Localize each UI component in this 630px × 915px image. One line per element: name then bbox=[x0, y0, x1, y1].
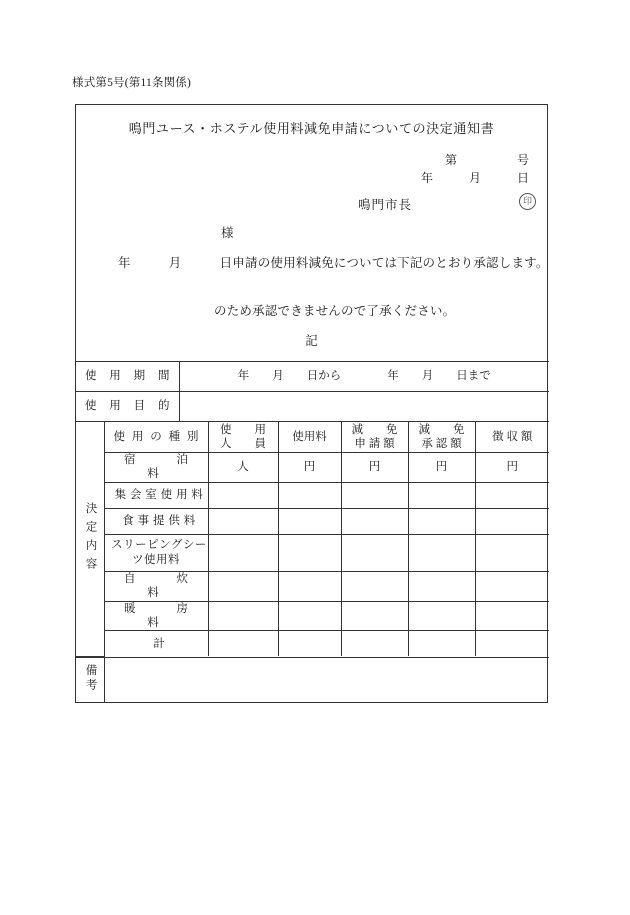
cell-reduction-approved[interactable] bbox=[408, 534, 475, 571]
remarks-value[interactable] bbox=[104, 657, 549, 702]
cell-collected[interactable] bbox=[475, 571, 549, 601]
unit-persons[interactable]: 人 bbox=[208, 453, 278, 483]
unit-reduction-approved[interactable]: 円 bbox=[408, 453, 475, 483]
usage-purpose-value[interactable] bbox=[179, 392, 549, 422]
row-label-sleeping-sheet-text: スリーピングシーツ使用料 bbox=[111, 538, 207, 566]
table-row bbox=[76, 392, 549, 422]
cell-reduction-request[interactable] bbox=[341, 601, 408, 631]
row-label-self-cooking bbox=[104, 571, 229, 601]
column-header-reduction-request-line2: 申 請 額 bbox=[354, 438, 395, 450]
document-header-area bbox=[76, 105, 547, 361]
document-number-field: 第 号 bbox=[444, 153, 529, 167]
column-header-persons-line2: 人 員 bbox=[220, 438, 266, 450]
table-row bbox=[76, 362, 549, 392]
cell-total-reduction-approved[interactable] bbox=[408, 631, 475, 657]
row-label-sleeping-sheet bbox=[104, 534, 208, 571]
usage-purpose-label bbox=[76, 392, 179, 422]
row-label-meal-service bbox=[104, 508, 208, 534]
cell-persons[interactable] bbox=[208, 534, 278, 571]
approval-sentence: 年 月 日申請の使用料減免については下記のとおり承認します。 bbox=[118, 256, 549, 270]
column-header-persons-line1: 使 用 bbox=[220, 423, 266, 436]
unit-reduction-request[interactable]: 円 bbox=[341, 453, 408, 483]
column-header-reduction-request-line1: 減 免 bbox=[351, 423, 398, 436]
row-label-total bbox=[104, 631, 208, 657]
column-header-reduction-approved-line1: 減 免 bbox=[418, 423, 465, 436]
form-number: 様式第5号(第11条関係) bbox=[72, 77, 192, 89]
cell-reduction-request[interactable] bbox=[341, 508, 408, 534]
rejection-sentence: のため承認できませんので了承ください。 bbox=[214, 304, 456, 318]
cell-collected[interactable] bbox=[475, 601, 549, 631]
table-row bbox=[76, 482, 549, 508]
table-row bbox=[76, 534, 549, 571]
row-label-meeting-room bbox=[104, 482, 208, 508]
cell-reduction-request[interactable] bbox=[341, 571, 408, 601]
table-row bbox=[76, 508, 549, 534]
usage-period-label-text: 使 用 期 間 bbox=[84, 370, 175, 383]
column-header-fee: 使用料 bbox=[278, 422, 341, 453]
table-row bbox=[76, 453, 549, 483]
decision-content-table bbox=[76, 421, 549, 657]
addressee-honorific: 様 bbox=[221, 226, 234, 240]
row-label-meeting-room-text: 集 会 室 使 用 料 bbox=[114, 488, 204, 501]
decision-content-side-label bbox=[76, 422, 104, 657]
column-header-kind-text: 使 用 の 種 別 bbox=[113, 430, 201, 443]
row-label-heating-text: 暖 房 料 bbox=[124, 602, 229, 629]
cell-fee[interactable] bbox=[278, 601, 341, 631]
usage-period-value[interactable]: 年 月 日から 年 月 日まで bbox=[179, 362, 549, 392]
cell-fee[interactable] bbox=[278, 508, 341, 534]
ki-mark: 記 bbox=[305, 334, 318, 348]
cell-reduction-request[interactable] bbox=[341, 482, 408, 508]
column-header-reduction-approved-line2: 承 認 額 bbox=[421, 438, 462, 450]
remarks-label bbox=[76, 657, 104, 702]
remarks-label-text: 備考 bbox=[84, 664, 97, 694]
cell-collected[interactable] bbox=[475, 508, 549, 534]
cell-total-collected[interactable] bbox=[475, 631, 549, 657]
cell-reduction-approved[interactable] bbox=[408, 508, 475, 534]
usage-info-table bbox=[76, 361, 549, 421]
cell-persons[interactable] bbox=[208, 508, 278, 534]
table-header-row bbox=[76, 422, 549, 453]
table-row bbox=[76, 571, 549, 601]
row-label-lodging-text: 宿 泊 料 bbox=[124, 454, 229, 481]
document-title: 鳴門ユース・ホステル使用料減免申請についての決定通知書 bbox=[128, 121, 495, 136]
row-label-meal-service-text: 食 事 提 供 料 bbox=[122, 514, 196, 527]
issuer-name: 鳴門市長 bbox=[358, 198, 413, 212]
unit-fee[interactable]: 円 bbox=[278, 453, 341, 483]
decision-content-side-label-text: 決定内容 bbox=[84, 501, 97, 576]
usage-purpose-label-text: 使 用 目 的 bbox=[84, 400, 175, 413]
seal-stamp-icon: 印 bbox=[519, 193, 536, 210]
cell-total-reduction-request[interactable] bbox=[341, 631, 408, 657]
cell-reduction-approved[interactable] bbox=[408, 571, 475, 601]
usage-period-label bbox=[76, 362, 179, 392]
cell-collected[interactable] bbox=[475, 534, 549, 571]
cell-total-fee[interactable] bbox=[278, 631, 341, 657]
cell-reduction-approved[interactable] bbox=[408, 601, 475, 631]
column-header-reduction-approved bbox=[408, 422, 475, 453]
notification-document-box bbox=[75, 104, 548, 703]
column-header-kind bbox=[104, 422, 208, 453]
table-total-row bbox=[76, 631, 549, 657]
cell-collected[interactable] bbox=[475, 482, 549, 508]
cell-fee[interactable] bbox=[278, 571, 341, 601]
row-label-self-cooking-text: 自 炊 料 bbox=[124, 572, 229, 600]
table-row bbox=[76, 601, 549, 631]
column-header-persons bbox=[208, 422, 278, 453]
cell-fee[interactable] bbox=[278, 482, 341, 508]
cell-fee[interactable] bbox=[278, 534, 341, 571]
cell-persons[interactable] bbox=[208, 482, 278, 508]
cell-reduction-request[interactable] bbox=[341, 534, 408, 571]
remarks-table bbox=[76, 657, 549, 702]
cell-total-persons[interactable] bbox=[208, 631, 278, 657]
document-date-field: 年 月 日 bbox=[420, 171, 529, 185]
column-header-collected: 徴 収 額 bbox=[475, 422, 549, 453]
row-label-lodging bbox=[104, 453, 229, 483]
unit-collected[interactable]: 円 bbox=[475, 453, 549, 483]
cell-reduction-approved[interactable] bbox=[408, 482, 475, 508]
issuer-row bbox=[76, 195, 547, 215]
table-row bbox=[76, 657, 549, 702]
row-label-heating bbox=[104, 601, 229, 631]
row-label-total-text: 計 bbox=[153, 637, 165, 650]
column-header-reduction-request bbox=[341, 422, 408, 453]
